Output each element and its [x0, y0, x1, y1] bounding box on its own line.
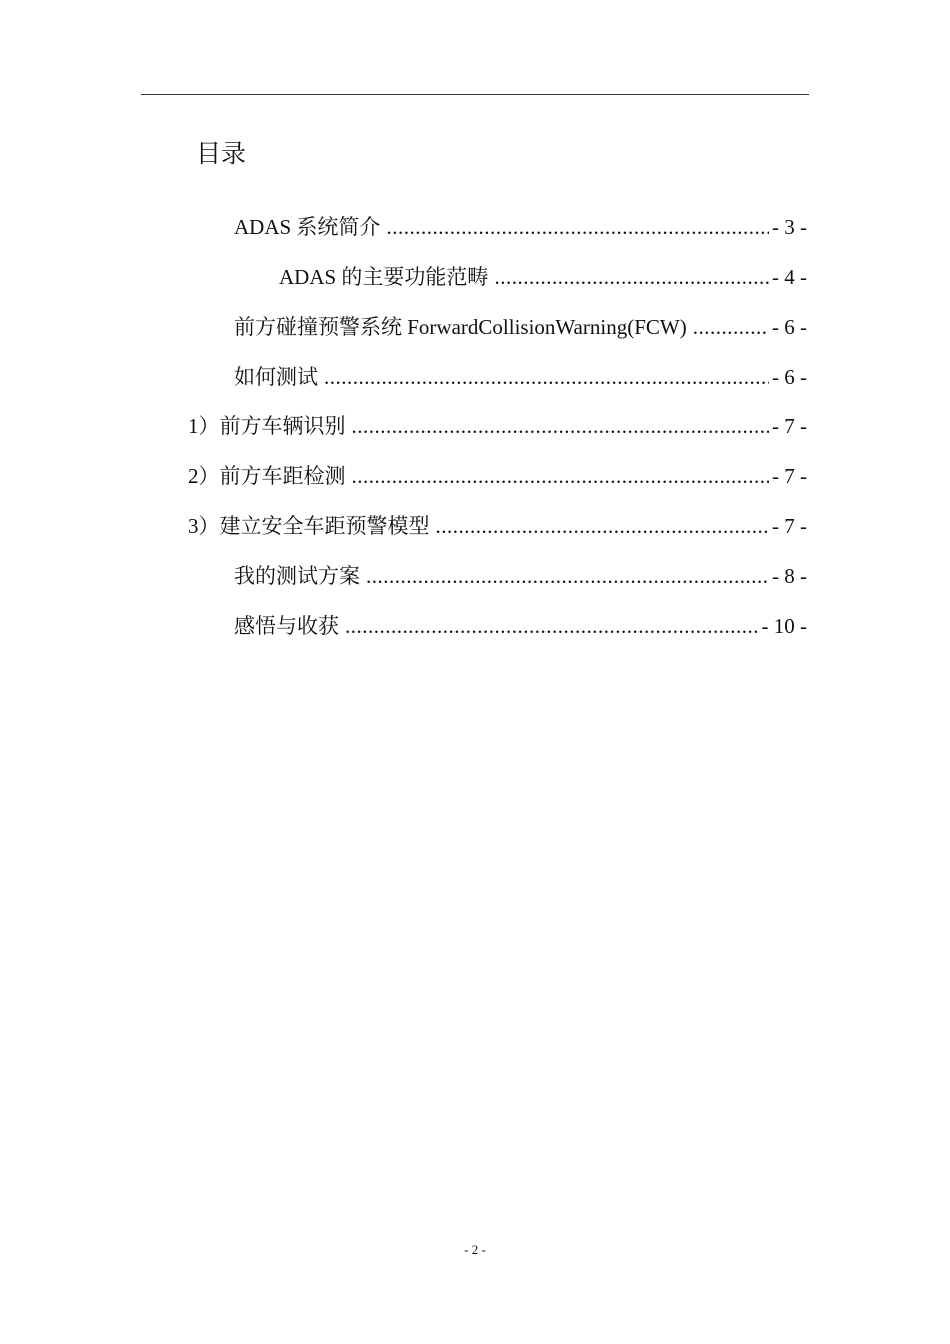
toc-entry[interactable]: [234, 212, 807, 242]
toc-entry-text: 我的测试方案: [234, 564, 360, 588]
toc-entry-page: - 10 -: [761, 614, 807, 638]
toc-entry-page: - 8 -: [772, 564, 807, 588]
toc-entry-text: 3）建立安全车距预警模型: [188, 514, 430, 538]
toc-entry-page: - 4 -: [772, 265, 807, 289]
toc-entry-text: 前方碰撞预警系统 ForwardCollisionWarning(FCW): [234, 315, 687, 339]
toc-entry-page: - 6 -: [772, 365, 807, 389]
toc-dot-leader: [366, 561, 769, 591]
toc-entry-text: 1）前方车辆识别: [188, 414, 346, 438]
toc-entry-page: - 7 -: [772, 514, 807, 538]
toc-entry-page: - 7 -: [772, 464, 807, 488]
toc-dot-leader: [352, 461, 770, 491]
toc-entry[interactable]: [234, 611, 807, 641]
toc-entry[interactable]: [234, 561, 807, 591]
toc-entry[interactable]: [188, 461, 807, 491]
toc-entry[interactable]: [234, 362, 807, 392]
toc-dot-leader: [352, 411, 770, 441]
toc-dot-leader: [494, 262, 769, 292]
toc-entry-text: ADAS 系统简介: [234, 215, 381, 239]
page-title: 目录: [196, 139, 247, 168]
toc-entry-text: 2）前方车距检测: [188, 464, 346, 488]
toc-dot-leader: [386, 212, 769, 242]
toc-entry[interactable]: [234, 312, 807, 342]
toc-entry-text: ADAS 的主要功能范畴: [279, 265, 489, 289]
toc-entry-page: - 3 -: [772, 215, 807, 239]
toc-dot-leader: [693, 312, 769, 342]
toc-dot-leader: [324, 362, 769, 392]
toc-entry[interactable]: [279, 262, 807, 292]
toc-entry[interactable]: [188, 511, 807, 541]
toc-dot-leader: [436, 511, 770, 541]
toc-dot-leader: [345, 611, 759, 641]
toc-entry-page: - 7 -: [772, 414, 807, 438]
toc-entry-text: 感悟与收获: [234, 614, 339, 638]
page-number: - 2 -: [464, 1242, 486, 1257]
toc-entry[interactable]: [188, 411, 807, 441]
toc-entry-page: - 6 -: [772, 315, 807, 339]
toc-entry-text: 如何测试: [234, 365, 318, 389]
